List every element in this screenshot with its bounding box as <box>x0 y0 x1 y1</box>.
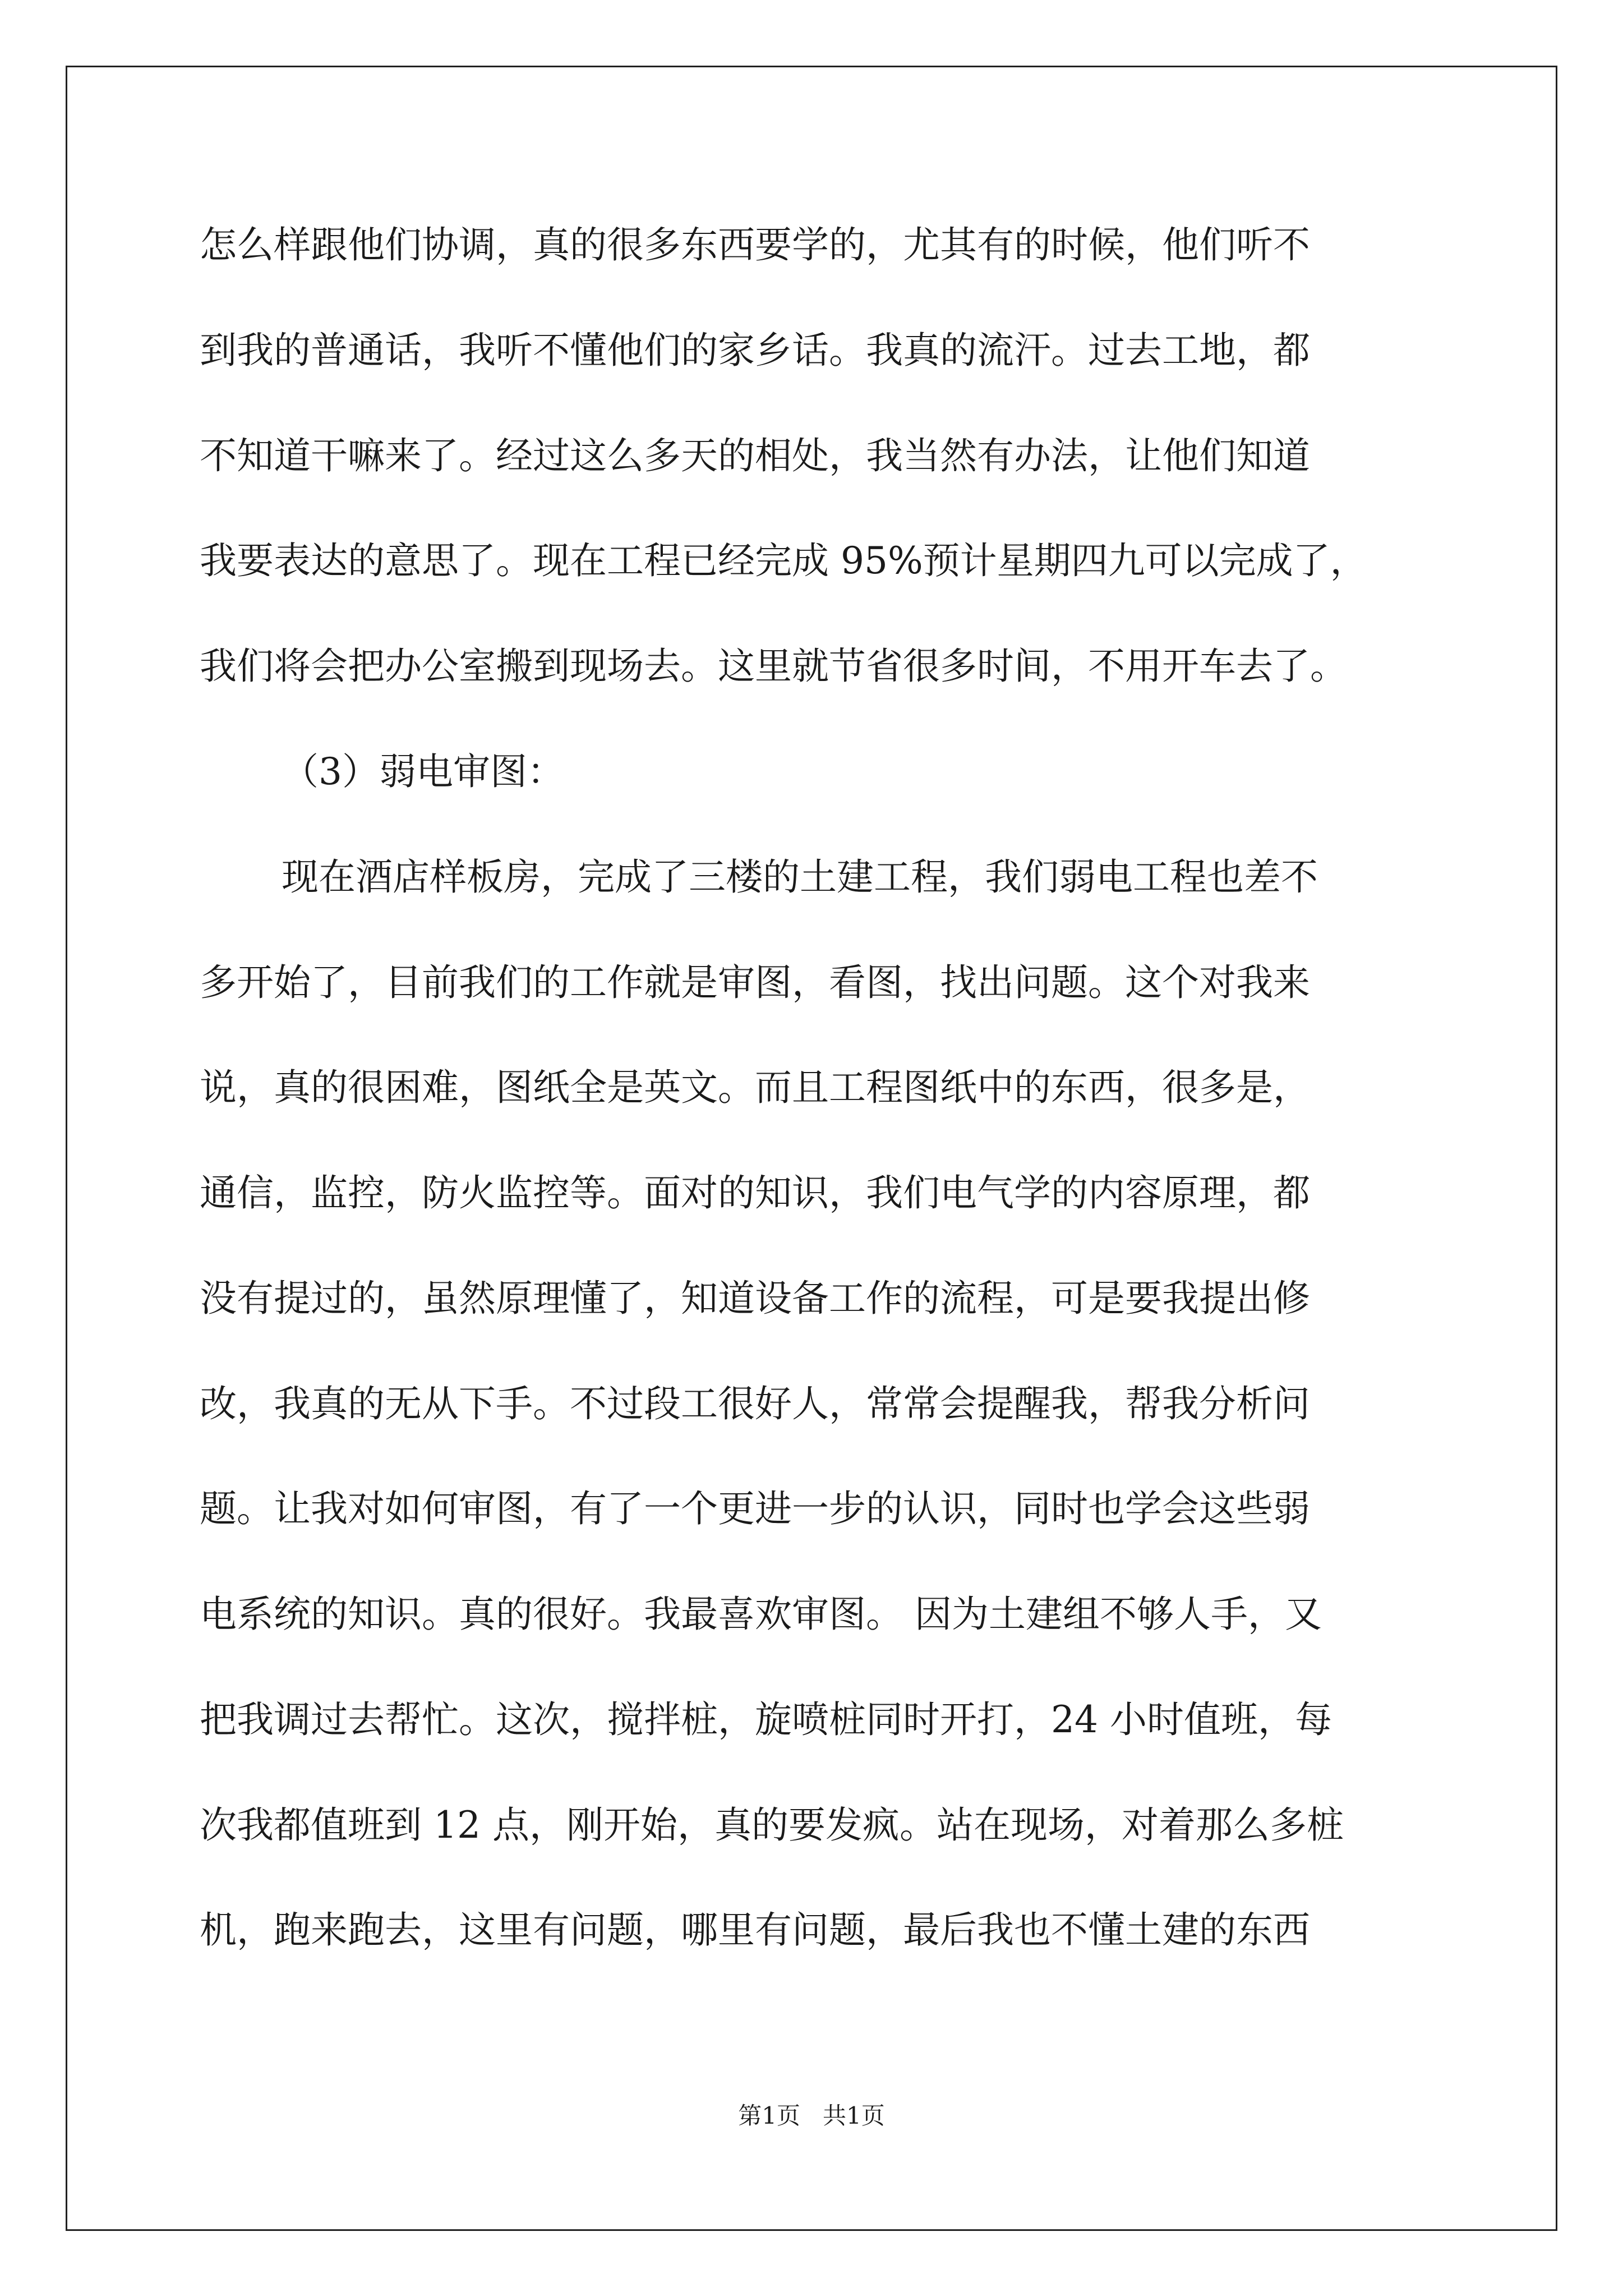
body-text-line: 不知道干嘛来了。经过这么多天的相处，我当然有办法，让他们知道 <box>200 434 1310 477</box>
page-border <box>66 66 1557 2231</box>
body-text-line: 题。让我对如何审图，有了一个更进一步的认识，同时也学会这些弱 <box>200 1487 1310 1530</box>
body-text-line: 次我都值班到 12 点，刚开始，真的要发疯。站在现场，对着那么多桩 <box>200 1803 1344 1847</box>
body-text-line: 说，真的很困难，图纸全是英文。而且工程图纸中的东西，很多是， <box>200 1066 1310 1109</box>
body-text-line: 机，跑来跑去，这里有问题，哪里有问题，最后我也不懂土建的东西 <box>200 1908 1310 1952</box>
body-text-line: 没有提过的，虽然原理懂了，知道设备工作的流程，可是要我提出修 <box>200 1277 1310 1320</box>
body-text-line: 我要表达的意思了。现在工程已经完成 95%预计星期四九可以完成了， <box>200 539 1367 582</box>
body-text-line: 现在酒店样板房，完成了三楼的土建工程，我们弱电工程也差不 <box>282 855 1318 899</box>
body-text-line: 到我的普通话，我听不懂他们的家乡话。我真的流汗。过去工地，都 <box>200 329 1310 372</box>
body-text-line: 怎么样跟他们协调，真的很多东西要学的，尤其有的时候，他们听不 <box>200 223 1310 266</box>
body-text-line: 把我调过去帮忙。这次，搅拌桩，旋喷桩同时开打，24 小时值班，每 <box>200 1698 1332 1741</box>
body-text-line: 改，我真的无从下手。不过段工很好人，常常会提醒我，帮我分析问 <box>200 1382 1310 1425</box>
body-text-line: 通信，监控，防火监控等。面对的知识，我们电气学的内容原理，都 <box>200 1171 1310 1214</box>
page-number-footer: 第1页 共1页 <box>738 2102 885 2129</box>
body-text-line: 多开始了，目前我们的工作就是审图，看图，找出问题。这个对我来 <box>200 961 1310 1004</box>
body-text-line: 电系统的知识。真的很好。我最喜欢审图。 因为土建组不够人手，又 <box>200 1593 1322 1636</box>
section-heading: （3）弱电审图： <box>282 750 564 793</box>
body-text-line: 我们将会把办公室搬到现场去。这里就节省很多时间，不用开车去了。 <box>200 645 1347 688</box>
